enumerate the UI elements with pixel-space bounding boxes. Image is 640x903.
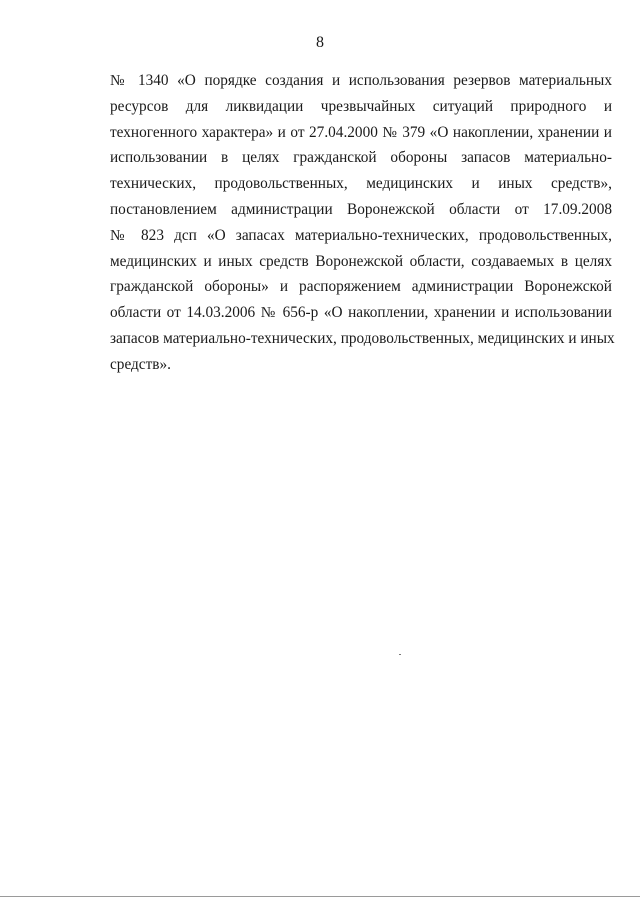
paragraph-line: техногенного характера» и от 27.04.2000 № 379 «О накоплении, хранении и <box>110 123 612 141</box>
paragraph-line: медицинских и иных средств Воронежской области, создаваемых в целях <box>110 252 612 270</box>
paragraph-line: № 823 дсп «О запасах материально-технических, продовольственных, <box>110 226 612 244</box>
paragraph-line: ресурсов для ликвидации чрезвычайных ситуаций природного и <box>110 97 612 115</box>
page-bottom-edge <box>0 896 640 897</box>
paragraph-line: № 1340 «О порядке создания и использования резервов материальных <box>110 72 612 89</box>
paragraph-line: запасов материально-технических, продовольственных, медицинских и иных <box>110 329 615 347</box>
page-number: 8 <box>316 34 324 51</box>
scan-speck <box>399 654 401 655</box>
body-paragraph <box>110 68 615 378</box>
paragraph-line: технических, продовольственных, медицинских и иных средств», <box>110 175 612 193</box>
paragraph-line: постановлением администрации Воронежской области от 17.09.2008 <box>110 200 612 218</box>
paragraph-line: использовании в целях гражданской обороны запасов материально- <box>110 149 612 167</box>
paragraph-line: области от 14.03.2006 № 656-р «О накоплении, хранении и использовании <box>110 304 612 322</box>
paragraph-line: средств». <box>110 355 171 373</box>
paragraph-line: гражданской обороны» и распоряжением администрации Воронежской <box>110 278 612 296</box>
